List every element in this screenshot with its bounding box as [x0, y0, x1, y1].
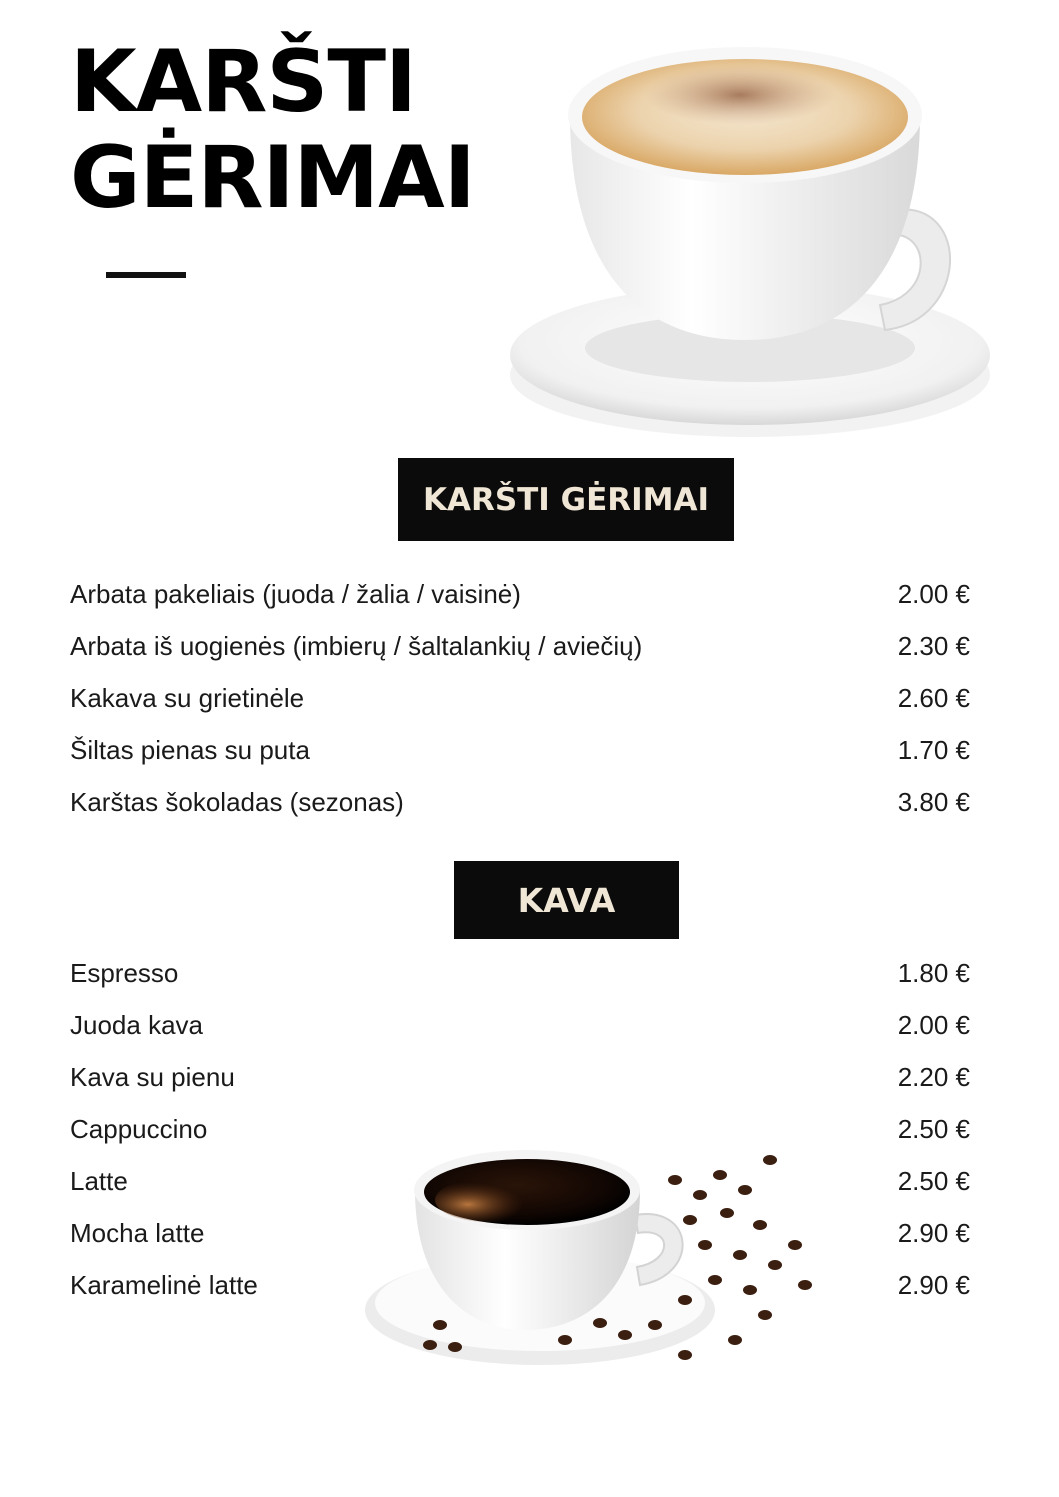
item-price: 2.90 €: [897, 1269, 970, 1300]
item-name: Arbata iš uogienės (imbierų / šaltalankių / aviečių): [70, 630, 643, 661]
item-name: Mocha latte: [70, 1217, 205, 1248]
menu-item: [70, 1207, 970, 1259]
item-price: 2.50 €: [897, 1113, 970, 1144]
cappuccino-cup-image: [500, 30, 1000, 450]
item-name: Latte: [70, 1165, 128, 1196]
item-price: 1.80 €: [897, 957, 970, 988]
page-title-line-1: KARŠTI: [70, 32, 417, 132]
hot-drinks-list: [70, 568, 970, 828]
page-title-line-2: GĖRIMAI: [70, 128, 475, 228]
item-name: Espresso: [70, 957, 179, 988]
menu-item: [70, 1259, 970, 1311]
item-price: 2.90 €: [897, 1217, 970, 1248]
menu-item: [70, 672, 970, 724]
item-name: Kakava su grietinėle: [70, 682, 305, 713]
menu-item: [70, 568, 970, 620]
item-name: Cappuccino: [70, 1113, 208, 1144]
item-price: 2.50 €: [897, 1165, 970, 1196]
menu-item: [70, 1051, 970, 1103]
item-name: Šiltas pienas su puta: [70, 734, 310, 765]
item-price: 1.70 €: [897, 734, 970, 765]
item-name: Karštas šokoladas (sezonas): [70, 786, 404, 817]
section-header-coffee: KAVA: [454, 861, 679, 939]
menu-item: [70, 947, 970, 999]
menu-item: [70, 1103, 970, 1155]
item-name: Juoda kava: [70, 1009, 203, 1040]
title-underline: [106, 272, 186, 278]
menu-item: [70, 776, 970, 828]
page-title: [70, 34, 475, 226]
item-name: Kava su pienu: [70, 1061, 235, 1092]
item-price: 2.20 €: [897, 1061, 970, 1092]
menu-item: [70, 620, 970, 672]
item-price: 2.00 €: [897, 578, 970, 609]
item-price: 2.60 €: [897, 682, 970, 713]
menu-item: [70, 1155, 970, 1207]
section-header-hot-drinks: KARŠTI GĖRIMAI: [398, 458, 734, 541]
item-price: 2.00 €: [897, 1009, 970, 1040]
menu-item: [70, 724, 970, 776]
item-price: 2.30 €: [897, 630, 970, 661]
menu-item: [70, 999, 970, 1051]
item-name: Karamelinė latte: [70, 1269, 258, 1300]
coffee-list: [70, 947, 970, 1311]
item-name: Arbata pakeliais (juoda / žalia / vaisinė): [70, 578, 521, 609]
item-price: 3.80 €: [897, 786, 970, 817]
